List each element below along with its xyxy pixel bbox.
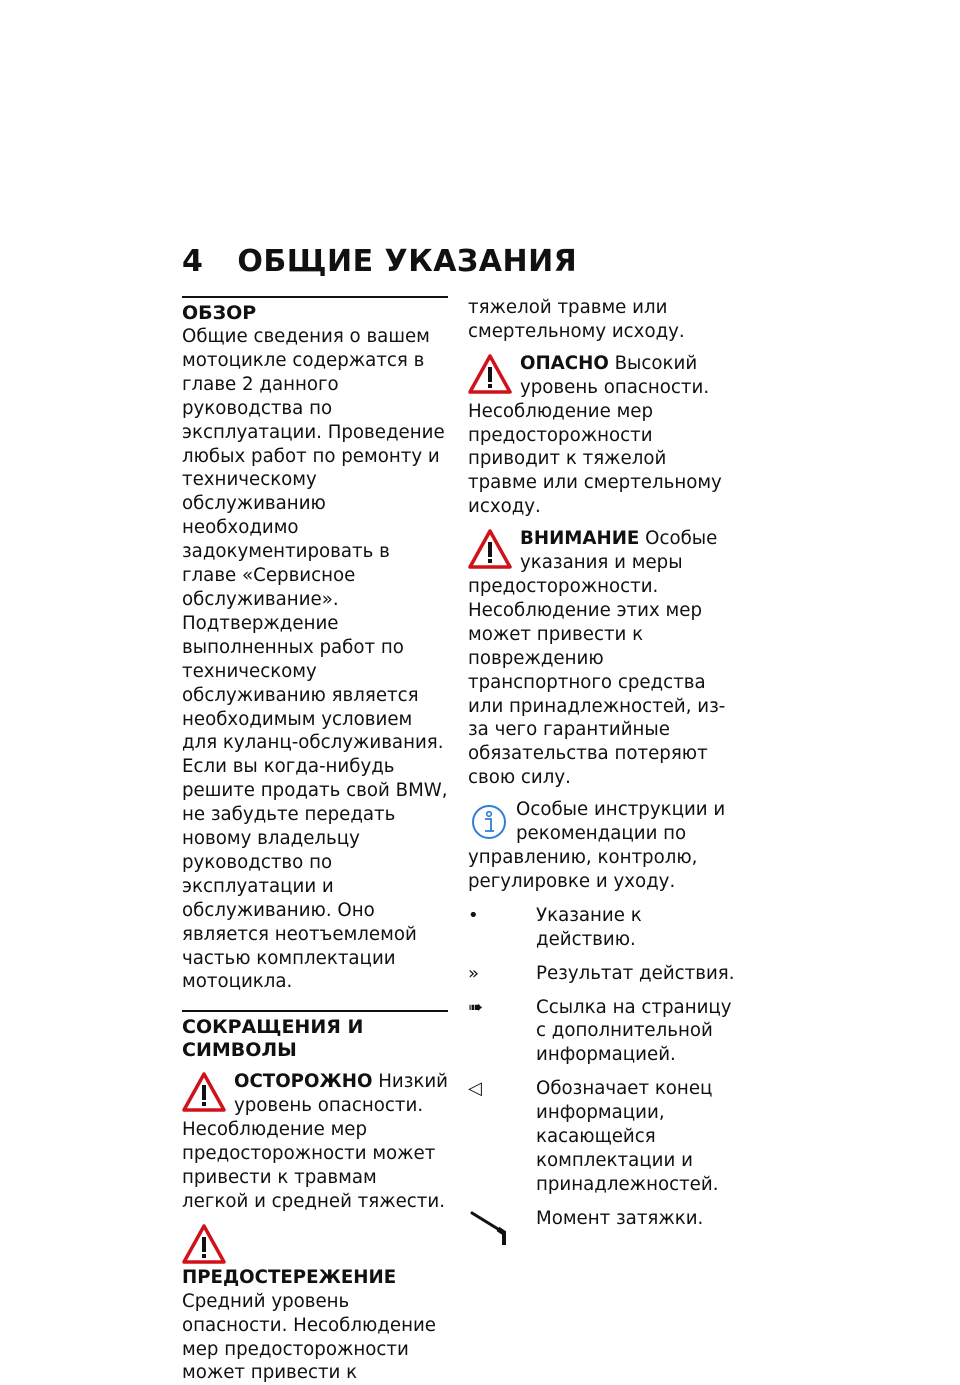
symbol-row — [468, 962, 736, 986]
symbol-description: Ссылка на страницу с дополнительной информацией. — [536, 996, 732, 1066]
symbol-description: Указание к действию. — [536, 904, 642, 950]
attention-keyword: ВНИМАНИЕ — [520, 528, 640, 550]
danger-note — [468, 352, 736, 519]
caution-keyword: ОСТОРОЖНО — [234, 1071, 373, 1093]
danger-text: Высокий уровень опасности. Несоблюдение мер предосторожности приводит к тяжелой травме или смертельному исходу. — [468, 352, 722, 518]
warning-note — [182, 1222, 448, 1385]
warning-triangle-icon — [468, 529, 512, 569]
chapter-heading — [182, 244, 577, 279]
chapter-number: 4 — [182, 244, 204, 279]
overview-paragraph-1: Общие сведения о вашем мотоцикле содержатся в главе 2 данного руководства по эксплуатации. Проведение любых работ по ремонту и техническому обслуживанию необходимо задокументировать в главе «Сервисное обслуживание». Подтверждение выполненных работ по техническому обслуживанию является необходимым условием для куланц-обслуживания. — [182, 326, 445, 754]
warning-triangle-icon — [182, 1072, 226, 1112]
right-column — [468, 296, 736, 1231]
abbreviations-title: СОКРАЩЕНИЯ И СИМВОЛЫ — [182, 1016, 364, 1062]
symbol-row — [468, 1077, 736, 1197]
warning-text: Средний уровень опасности. Несоблюдение мер предосторожности может привести к — [182, 1290, 436, 1384]
symbol-row — [468, 996, 736, 1068]
symbol-description: Результат действия. — [536, 962, 735, 984]
symbol-description: Момент затяжки. — [536, 1207, 704, 1229]
symbol-row — [468, 904, 736, 952]
info-note — [468, 798, 736, 894]
overview-paragraph-2: Если вы когда-нибудь решите продать свой BMW, не забудьте передать новому владельцу руководство по эксплуатации и обслуживанию. Оно является неотъемлемой частью комплектации мотоцикла. — [182, 756, 448, 993]
chapter-title: ОБЩИЕ УКАЗАНИЯ — [237, 244, 578, 279]
warning-triangle-icon — [182, 1224, 226, 1264]
overview-title: ОБЗОР — [182, 302, 257, 324]
page-reference-arrow-icon: ➠ — [468, 996, 484, 1018]
info-icon — [470, 802, 508, 842]
info-text: Особые инструкции и рекомендации по управлению, контролю, регулировке и уходу. — [468, 799, 726, 892]
warning-triangle-icon — [468, 354, 512, 394]
caution-note — [182, 1070, 448, 1213]
section-rule — [182, 1010, 448, 1012]
caution-text: Низкий уровень опасности. Несоблюдение мер предосторожности может привести к травмам легкой и средней тяжести. — [182, 1071, 448, 1212]
torque-wrench-icon — [468, 1207, 528, 1247]
symbol-row — [468, 1207, 736, 1231]
end-of-info-triangle-icon: ◁ — [468, 1078, 482, 1100]
bullet-icon: • — [468, 904, 479, 926]
left-column — [182, 296, 448, 1385]
warning-keyword: ПРЕДОСТЕРЕЖЕНИЕ — [182, 1266, 397, 1288]
warning-continuation: тяжелой травме или смертельному исходу. — [468, 297, 685, 342]
result-icon: » — [468, 962, 480, 984]
symbol-description: Обозначает конец информации, касающейся комплектации и принадлежностей. — [536, 1078, 719, 1195]
attention-note — [468, 527, 736, 790]
attention-text: Особые указания и меры предосторожности. Несоблюдение этих мер может привести к повреждению транспортного средства или принадлежностей, из-за чего гарантийные обязательства потеряют свою силу. — [468, 528, 726, 789]
section-rule — [182, 296, 448, 298]
danger-keyword: ОПАСНО — [520, 352, 609, 374]
